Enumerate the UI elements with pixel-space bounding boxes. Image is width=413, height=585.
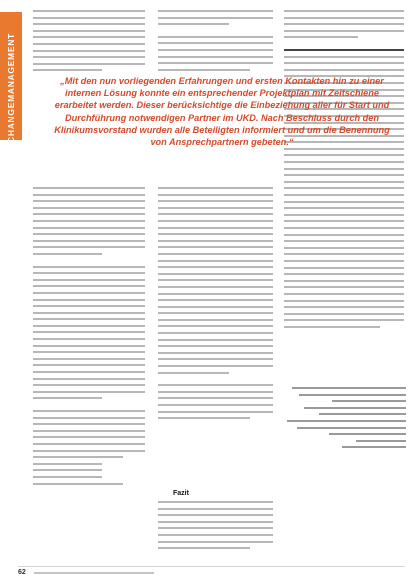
pull-quote: „Mit den nun vorliegenden Erfahrungen und ersten Kontakten hin zu einer internen Lösung konnte ein entsprechender Projektplan mit Zeitschiene erarbeitet werden. Dieser berücksichtige die Einbeziehung aller für Start und Durchführung notwendigen Partner im UKD. Nach Beschluss durch den Klinikumsvorstand wurden alle Beteiligten informiert und um die Benennung von Ansprechpartnern gebeten.“ [54, 76, 390, 148]
body-column-1-top [33, 10, 145, 76]
page-number: 62 [18, 569, 26, 576]
footer-publication-line [34, 572, 154, 574]
body-column-2-top [158, 10, 273, 75]
section-tab-label: CHANGEMANAGEMENT [6, 33, 16, 143]
body-column-1 [33, 187, 145, 489]
body-column-2 [158, 187, 273, 424]
body-column-2-bottom [158, 501, 273, 554]
subheading: Fazit [173, 490, 189, 497]
section-tab [0, 12, 22, 143]
footer-rule [18, 566, 405, 567]
body-column-3-top [284, 10, 404, 333]
author-info-box [282, 387, 406, 453]
